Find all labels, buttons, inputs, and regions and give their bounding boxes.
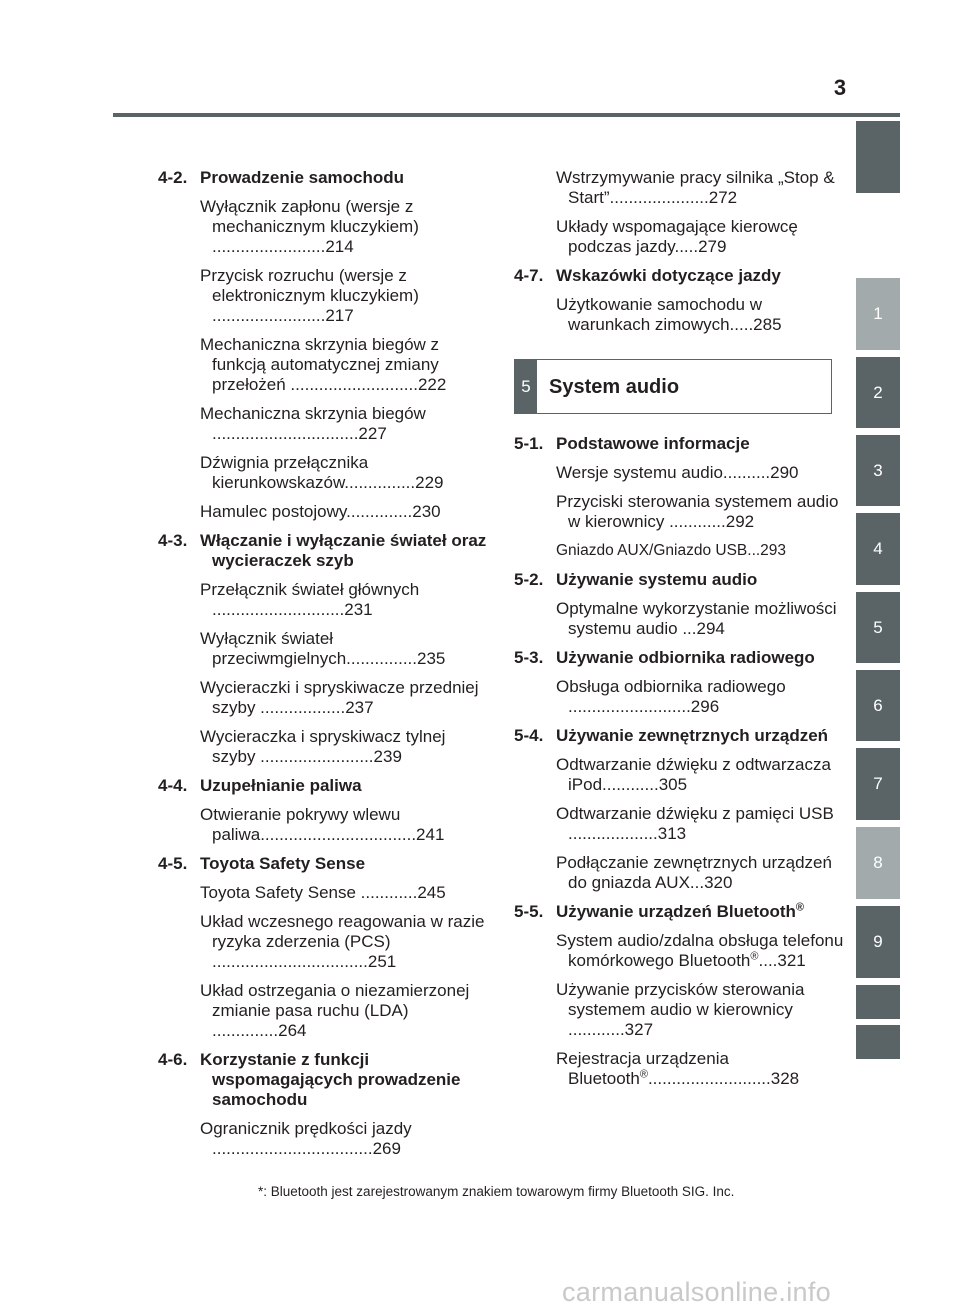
toc-entry-text: Podłączanie zewnętrznych urządzeń do gniazda AUX...320 [556, 853, 832, 892]
toc-entry-text: Ogranicznik prędkości jazdy ..................................269 [200, 1119, 412, 1158]
section-number: 5-1. [514, 434, 544, 453]
chapter-title: System audio [549, 375, 680, 398]
section-title [556, 902, 844, 922]
toc-entry[interactable] [556, 931, 844, 971]
toc-entry-text: Układ wczesnego reagowania w razie ryzyka zderzenia (PCS) .................................251 [200, 912, 485, 971]
header-rule [113, 113, 900, 117]
toc-entry[interactable] [200, 883, 488, 903]
toc-section-heading[interactable] [158, 531, 488, 571]
section-number: 4-3. [158, 531, 188, 550]
toc-entry-text: System audio/zdalna obsługa telefonu komórkowego Bluetooth [556, 931, 844, 970]
toc-entry-text: Przełącznik świateł głównych ............................231 [200, 580, 420, 619]
toc-entry-text: Wersje systemu audio..........290 [556, 463, 799, 482]
toc-entry[interactable] [556, 168, 844, 208]
toc-entry[interactable] [200, 266, 488, 326]
toc-entry[interactable] [556, 853, 844, 893]
section-title [556, 726, 844, 746]
toc-entry-page: ..........................328 [647, 1069, 800, 1088]
toc-entry[interactable] [200, 197, 488, 257]
section-title-text: Używanie urządzeń Bluetooth [556, 902, 796, 921]
section-title [556, 434, 844, 454]
section-title [556, 570, 844, 590]
toc-entry-text: Wyłącznik świateł przeciwmgielnych...............235 [200, 629, 446, 668]
toc-entry[interactable] [200, 912, 488, 972]
toc-entry-page: ....321 [758, 951, 806, 970]
section-title [200, 531, 488, 571]
section-title-text: Używanie zewnętrznych urządzeń [556, 726, 829, 745]
toc-entry-text: Wyłącznik zapłonu (wersje z mechanicznym kluczykiem) ........................214 [200, 197, 419, 256]
section-title-text: Korzystanie z funkcji wspomagających prowadzenie samochodu [200, 1050, 461, 1109]
toc-entry[interactable] [200, 404, 488, 444]
chapter-heading[interactable] [514, 359, 832, 414]
toc-entry-text: Rejestracja urządzenia Bluetooth [556, 1049, 729, 1088]
toc-entry[interactable] [200, 805, 488, 845]
toc-entry[interactable] [200, 502, 488, 522]
toc-entry[interactable] [556, 804, 844, 844]
footnote: *: Bluetooth jest zarejestrowanym znakiem towarowym firmy Bluetooth SIG. Inc. [258, 1184, 735, 1199]
toc-left-column [158, 168, 488, 1168]
toc-entry-text: Dźwignia przełącznika kierunkowskazów...............229 [200, 453, 444, 492]
toc-entry-text: Mechaniczna skrzynia biegów ...............................227 [200, 404, 426, 443]
toc-section-heading[interactable] [514, 266, 844, 286]
toc-entry-text: Wstrzymywanie pracy silnika „Stop & Start”.....................272 [556, 168, 835, 207]
chapter-number: 5 [515, 360, 537, 413]
section-number: 5-3. [514, 648, 544, 667]
toc-entry-text: Optymalne wykorzystanie możliwości systemu audio ...294 [556, 599, 837, 638]
toc-right-column [514, 168, 844, 1098]
registered-mark: ® [795, 901, 805, 914]
toc-entry[interactable] [200, 629, 488, 669]
toc-entry[interactable] [200, 727, 488, 767]
toc-entry-text: Używanie przycisków sterowania systemem audio w kierownicy ............327 [556, 980, 805, 1039]
side-tab-blank-top[interactable] [856, 121, 900, 193]
section-title-text: Używanie odbiornika radiowego [556, 648, 815, 667]
toc-entry[interactable] [556, 599, 844, 639]
toc-entry-text: Przycisk rozruchu (wersje z elektronicznym kluczykiem) ........................217 [200, 266, 419, 325]
section-number: 4-6. [158, 1050, 188, 1069]
section-title-text: Toyota Safety Sense [200, 854, 366, 873]
side-tab-9[interactable]: 9 [856, 906, 900, 978]
toc-entry-text: Toyota Safety Sense ............245 [200, 883, 446, 902]
toc-entry[interactable] [200, 580, 488, 620]
section-number: 4-4. [158, 776, 188, 795]
toc-section-heading[interactable] [514, 726, 844, 746]
toc-entry-text: Przyciski sterowania systemem audio w kierownicy ............292 [556, 492, 839, 531]
section-title-text: Wskazówki dotyczące jazdy [556, 266, 781, 285]
section-title [556, 648, 844, 668]
section-number: 5-4. [514, 726, 544, 745]
toc-entry-text: Układy wspomagające kierowcę podczas jazdy.....279 [556, 217, 798, 256]
toc-section-heading[interactable] [158, 776, 488, 796]
toc-entry[interactable] [556, 295, 844, 335]
section-title [556, 266, 844, 286]
toc-entry-text: Odtwarzanie dźwięku z odtwarzacza iPod............305 [556, 755, 831, 794]
section-title-text: Używanie systemu audio [556, 570, 758, 589]
toc-entry[interactable] [556, 541, 844, 561]
toc-entry[interactable] [200, 453, 488, 493]
toc-entry-text: Mechaniczna skrzynia biegów z funkcją automatycznej zmiany przełożeń ...........................222 [200, 335, 447, 394]
side-tab-blank-a[interactable] [856, 985, 900, 1019]
side-tab-7[interactable]: 7 [856, 748, 900, 820]
page-number: 3 [833, 75, 847, 100]
side-tab-blank-b[interactable] [856, 1025, 900, 1059]
section-title-text: Prowadzenie samochodu [200, 168, 405, 187]
side-tab-5[interactable]: 5 [856, 592, 900, 663]
toc-section-heading[interactable] [514, 648, 844, 668]
section-number: 4-7. [514, 266, 544, 285]
toc-entry[interactable] [200, 981, 488, 1041]
toc-entry[interactable] [556, 463, 844, 483]
section-title [200, 1050, 488, 1110]
toc-entry[interactable] [200, 678, 488, 718]
toc-entry-text: Układ ostrzegania o niezamierzonej zmianie pasa ruchu (LDA) ..............264 [200, 981, 470, 1040]
section-number: 5-2. [514, 570, 544, 589]
toc-entry[interactable] [200, 1119, 488, 1159]
section-title [200, 168, 488, 188]
side-tab-8[interactable]: 8 [856, 827, 900, 899]
side-tab-6[interactable]: 6 [856, 670, 900, 741]
toc-entry[interactable] [556, 980, 844, 1040]
toc-entry[interactable] [556, 492, 844, 532]
toc-section-heading[interactable] [514, 434, 844, 454]
section-number: 4-2. [158, 168, 188, 187]
section-title-text: Włączanie i wyłączanie świateł oraz wycieraczek szyb [200, 531, 487, 570]
section-title [200, 854, 488, 874]
toc-entry[interactable] [556, 755, 844, 795]
toc-section-heading[interactable] [158, 854, 488, 874]
toc-entry[interactable] [556, 217, 844, 257]
toc-entry[interactable] [556, 1049, 844, 1089]
toc-section-heading[interactable] [158, 168, 488, 188]
toc-entry-text: Odtwarzanie dźwięku z pamięci USB ...................313 [556, 804, 834, 843]
toc-entry-text: Wycieraczki i spryskiwacze przedniej szyby ..................237 [200, 678, 479, 717]
registered-mark: ® [750, 950, 759, 963]
side-tab-4[interactable]: 4 [856, 513, 900, 585]
section-title-text: Uzupełnianie paliwa [200, 776, 362, 795]
toc-entry-text: Obsługa odbiornika radiowego ..........................296 [556, 677, 786, 716]
toc-entry-text: Użytkowanie samochodu w warunkach zimowych.....285 [556, 295, 782, 334]
section-title-text: Podstawowe informacje [556, 434, 750, 453]
section-title [200, 776, 488, 796]
watermark: carmanualsonline.info [562, 1277, 831, 1307]
toc-entry-text: Otwieranie pokrywy wlewu paliwa.................................241 [200, 805, 445, 844]
toc-section-heading[interactable] [514, 902, 844, 922]
toc-entry[interactable] [556, 677, 844, 717]
side-tab-1[interactable]: 1 [856, 278, 900, 350]
section-number: 5-5. [514, 902, 544, 921]
section-number: 4-5. [158, 854, 188, 873]
side-tab-3[interactable]: 3 [856, 435, 900, 506]
toc-entry-text: Gniazdo AUX/Gniazdo USB...293 [556, 542, 787, 559]
toc-entry-text: Wycieraczka i spryskiwacz tylnej szyby ........................239 [200, 727, 446, 766]
toc-entry-text: Hamulec postojowy..............230 [200, 502, 441, 521]
toc-section-heading[interactable] [158, 1050, 488, 1110]
registered-mark: ® [639, 1068, 648, 1081]
toc-section-heading[interactable] [514, 570, 844, 590]
side-tab-2[interactable]: 2 [856, 357, 900, 428]
toc-entry[interactable] [200, 335, 488, 395]
